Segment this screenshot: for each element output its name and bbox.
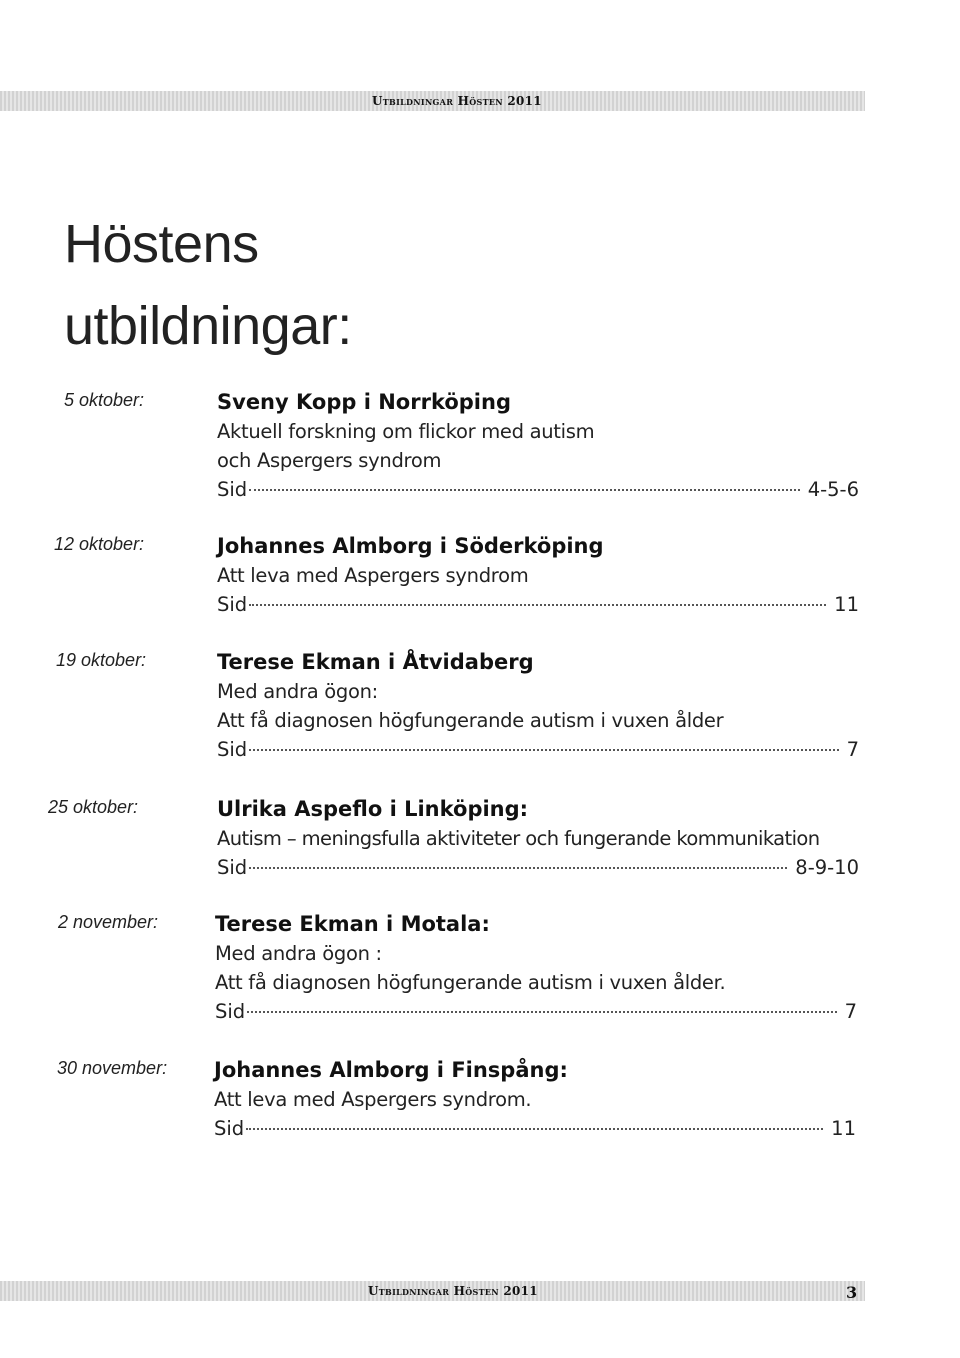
entry-date: 19 oktober:	[56, 650, 147, 670]
dot-leader	[249, 489, 800, 491]
entry-heading: Terese Ekman i Åtvidaberg	[217, 650, 534, 674]
sid-label: Sid	[217, 738, 248, 761]
entry-description-line: Med andra ögon:	[217, 680, 378, 703]
entry-date: 2 november:	[58, 912, 159, 932]
dot-leader	[249, 749, 838, 751]
entry-heading: Terese Ekman i Motala:	[215, 912, 490, 936]
entry-content	[217, 388, 859, 504]
entry-description-line: Att leva med Aspergers syndrom	[217, 564, 529, 587]
entry-date: 30 november:	[57, 1058, 168, 1078]
page-reference: 7	[846, 738, 859, 761]
entry-content	[217, 795, 859, 882]
entry-content	[214, 1056, 856, 1143]
entry-content	[215, 910, 857, 1026]
footer-band-label: Utbildningar Hösten 2011	[368, 1284, 538, 1298]
page-reference-row	[217, 475, 859, 504]
dot-leader	[246, 1128, 823, 1130]
entry-date: 12 oktober:	[54, 534, 145, 554]
entry-description-line: Med andra ögon :	[215, 942, 382, 965]
entry-description-line: Att leva med Aspergers syndrom.	[214, 1088, 532, 1111]
header-band	[0, 91, 865, 111]
page-number: 3	[846, 1283, 858, 1302]
entry-heading: Sveny Kopp i Norrköping	[217, 390, 511, 414]
entry-description-line: Aktuell forskning om flickor med autism	[217, 420, 595, 443]
dot-leader	[249, 867, 787, 869]
entry-description-line: och Aspergers syndrom	[217, 449, 442, 472]
sid-label: Sid	[217, 478, 248, 501]
sid-label: Sid	[217, 856, 248, 879]
page-reference-row	[217, 590, 859, 619]
entry-date: 25 oktober:	[48, 797, 139, 817]
entry-description-line: Att få diagnosen högfungerande autism i vuxen ålder	[217, 709, 724, 732]
header-band-label: Utbildningar Hösten 2011	[372, 94, 542, 108]
page-reference-row	[217, 735, 859, 764]
page-reference-row	[215, 997, 857, 1026]
page-reference: 11	[831, 1117, 856, 1140]
entry-heading: Johannes Almborg i Finspång:	[214, 1058, 568, 1082]
sid-label: Sid	[215, 1000, 246, 1023]
entry-description-line: Att få diagnosen högfungerande autism i vuxen ålder.	[215, 971, 726, 994]
page-reference: 8-9-10	[795, 856, 859, 879]
page-reference: 7	[844, 1000, 857, 1023]
entry-heading: Ulrika Aspeflo i Linköping:	[217, 797, 529, 821]
entry-content	[217, 648, 859, 764]
entry-content	[217, 532, 859, 619]
page-reference-row	[217, 853, 859, 882]
page-title	[64, 203, 352, 367]
page-reference: 4-5-6	[807, 478, 859, 501]
page-reference-row	[214, 1114, 856, 1143]
entry-date: 5 oktober:	[64, 390, 145, 410]
entry-heading: Johannes Almborg i Söderköping	[217, 534, 604, 558]
page-title-line-1: Höstens	[64, 214, 259, 274]
sid-label: Sid	[217, 593, 248, 616]
entry-description-line: Autism – meningsfulla aktiviteter och fungerande kommunikation	[217, 827, 820, 850]
footer-band	[0, 1281, 865, 1301]
dot-leader	[247, 1011, 836, 1013]
sid-label: Sid	[214, 1117, 245, 1140]
page-reference: 11	[834, 593, 859, 616]
dot-leader	[249, 604, 826, 606]
page-title-line-2: utbildningar:	[64, 296, 352, 356]
